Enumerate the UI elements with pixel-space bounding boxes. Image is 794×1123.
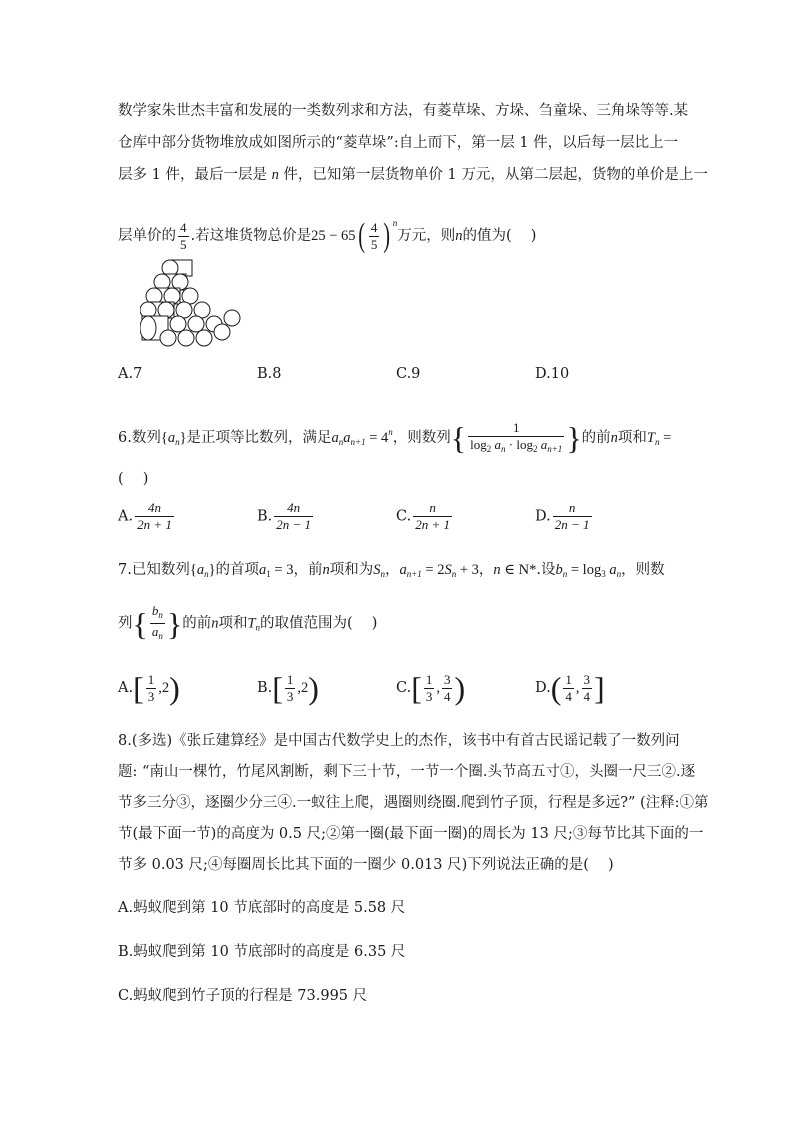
q5-line-2: 仓库中部分货物堆放成如图所示的“菱草垛”:自上而下，第一层 1 件，以后每一层比上一 — [118, 135, 679, 151]
q7-stem-line-1: 7.已知数列$\{a_n\}$的首项$a_1 = 3$，前n项和为$S_n$，$a_{n+1} = 2S_n + 3$，n ∈ N*.设$b_n = \log_3 a_n$，则数 — [118, 562, 665, 579]
q5-line-3: 层多 1 件，最后一层是 n 件，已知第一层货物单价 1 万元，从第二层起，货物的单价是上一 — [118, 167, 708, 183]
q7-option-b[interactable]: B.[ $\frac{1}{3}$ ,2) — [257, 670, 319, 706]
q8-option-a[interactable]: A.蚂蚁爬到第 10 节底部时的高度是 5.58 尺 — [118, 900, 406, 916]
q8-option-b[interactable]: B.蚂蚁爬到第 10 节底部时的高度是 6.35 尺 — [118, 944, 406, 960]
q7-option-d[interactable]: D.( $\frac{1}{4}$ , $\frac{3}{4}$ ] — [535, 670, 605, 706]
q8-line-1: 8.(多选)《张丘建算经》是中国古代数学史上的杰作，该书中有首古民谣记载了一数列问 — [118, 733, 680, 749]
q5-line-4: 层单价的 $\frac{4}{5}$ .若这堆货物总价是25 − 65( $\frac{4}{5}$ ) $^n$万元，则n的值为( ) — [118, 217, 537, 254]
q8-line-3: 节多三分③，逐圈少分三④.一蚁往上爬，遇圈则绕圈.爬到竹子顶，行程是多远?” (注释:①第 — [118, 795, 709, 811]
q6-term-fraction: $\frac{1}{\log_2 a_n \cdot \log_2 a_{n+1}}$ — [470, 419, 563, 454]
q8-line-2: 题: “南山一棵竹，竹尾风割断，剩下三十节，一节一个圈.头节高五寸①，头圈一尺三②.逐 — [118, 764, 696, 780]
q5-line-1: 数学家朱世杰丰富和发展的一类数列求和方法，有菱草垛、方垛、刍童垛、三角垛等等.某 — [118, 103, 689, 119]
q5-option-d[interactable]: D.10 — [535, 366, 570, 382]
q5-fraction: $\frac{4}{5}$ — [180, 219, 187, 252]
q6-option-b[interactable]: B. $\frac{4n}{2n - 1}$ — [257, 500, 312, 532]
q6-stem: 6.数列$\{a_n\}$是正项等比数列，满足$a_na_{n+1} = 4^n$，则数列{ $\frac{1}{\log_2 a_n \cdot \log_2 a_{n+1}}$ }的前n项和$T_n$ = — [118, 419, 672, 456]
q8-line-5: 节多 0.03 尺;④每圈周长比其下面的一圈少 0.013 尺)下列说法正确的是( ) — [118, 857, 614, 873]
q7-option-a[interactable]: A.[ $\frac{1}{3}$ ,2) — [118, 670, 180, 706]
stacked-goods-figure — [140, 256, 246, 348]
q6-option-c[interactable]: C. $\frac{n}{2n + 1}$ — [396, 500, 450, 532]
q7-option-c[interactable]: C.[ $\frac{1}{3}$ , $\frac{3}{4}$ ) — [396, 670, 466, 706]
q6-blank: ( ) — [118, 471, 149, 487]
q8-line-4: 节(最下面一节)的高度为 0.5 尺;②第一圈(最下面一圈)的周长为 13 尺;③每节比其下面的一 — [118, 826, 704, 842]
q5-option-b[interactable]: B.8 — [257, 366, 282, 382]
q7-stem-line-2: 列{ $\frac{b_n}{a_n}$ }的前n项和$T_n$的取值范围为( ) — [118, 603, 378, 642]
q6-option-a[interactable]: A. $\frac{4n}{2n + 1}$ — [118, 500, 172, 532]
q5-price-expression: 25 − 65 — [311, 228, 356, 244]
q8-option-c[interactable]: C.蚂蚁爬到竹子顶的行程是 73.995 尺 — [118, 988, 368, 1004]
q6-option-d[interactable]: D. $\frac{n}{2n - 1}$ — [535, 500, 590, 532]
q5-option-a[interactable]: A.7 — [118, 366, 143, 382]
q5-option-c[interactable]: C.9 — [396, 366, 421, 382]
